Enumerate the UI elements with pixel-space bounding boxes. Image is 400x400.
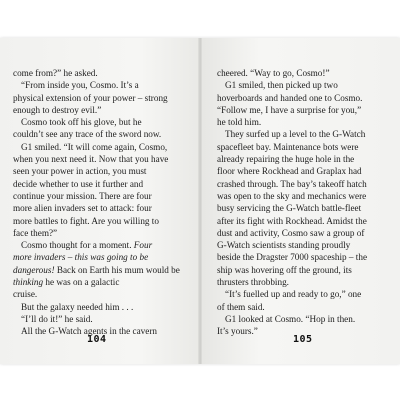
text-line-content: All the G-Watch agents in the cavern [21,326,157,337]
text-line-content: more alien invaders set to attack: four [13,203,152,214]
text-line-content: after its fight with Rockhead. Amidst the [217,215,367,226]
text-line-content: spacefleet bay. Maintenance bots were [217,141,359,152]
text-line [13,190,196,202]
text-line [217,276,397,288]
text-line-content: when you next need it. Now that you have [13,154,169,165]
text-line-content: G1 smiled, then picked up two [225,80,338,91]
text-line-content: physical extension of your power – strong [13,92,168,103]
text-line-content: “It’s fuelled up and ready to go,” one [225,289,362,300]
text-line [217,264,397,276]
text-line-content: he told him. [217,117,262,128]
text-line [13,104,196,116]
text-line [217,251,397,263]
book-gutter [198,38,202,364]
text-line [13,178,196,190]
text-line [13,92,196,104]
text-line [13,227,196,239]
text-line [217,79,397,91]
text-line [217,301,397,313]
text-line [13,165,196,177]
text-line [217,67,397,79]
text-line-content: G1 smiled. “It will come again, Cosmo, [21,141,168,152]
text-line-content: decide whether to use it further and [13,178,144,189]
page-number-left: 104 [87,334,107,345]
text-line [217,104,397,116]
text-line [217,215,397,227]
text-line-content: busy servicing the G-Watch battle-fleet [217,203,362,214]
text-line [217,116,397,128]
text-line [217,153,397,165]
text-line-content: come from?” he asked. [13,68,98,78]
text-line-content: thrusters throbbing. [217,277,289,288]
text-line [217,288,397,300]
text-line [13,301,196,313]
text-line [217,190,397,202]
text-line-content: ship was hovering off the ground, its [217,264,352,275]
text-line-content: But the galaxy needed him . . . [21,301,134,312]
text-line-content: seen your power in action, you must [13,166,147,177]
text-line [217,239,397,251]
text-line-content: was open to the sky and mechanics were [217,190,367,201]
text-line [217,227,397,239]
italic-text: more invaders – this was going to be [13,252,149,263]
left-page [0,38,200,364]
text-line-content: “Follow me, I have a surprise for you,” [217,104,362,115]
text-line [13,153,196,165]
text-line-content: They surfed up a level to the G-Watch [225,129,366,140]
right-page-text [217,67,397,338]
text-line [13,239,196,251]
text-line [13,116,196,128]
text-line [13,215,196,227]
text-line [217,128,397,140]
text-line [13,264,196,276]
text-line [13,251,196,263]
text-line-content: couldn’t see any trace of the sword now. [13,129,162,140]
right-page [200,38,400,364]
text-line-content: continue your mission. There are four [13,190,152,201]
text-line-content: G-Watch scientists standing proudly [217,240,351,251]
text-line [217,165,397,177]
text-line-content: “I’ll do it!” he said. [21,313,93,324]
text-line [217,178,397,190]
text-line-content: already repairing the huge hole in the [217,154,355,165]
text-line-content: of them said. [217,301,265,312]
page-number-right: 105 [293,334,313,345]
text-line [13,141,196,153]
text-line [13,288,196,300]
text-line-content: face them?” [13,227,58,238]
text-line-content: cruise. [13,289,38,300]
text-line-content: crashed through. The bay’s takeoff hatch [217,178,367,189]
text-line-content: beside the Dragster 7000 spaceship – the [217,252,368,263]
text-line-content: Back on Earth his mum would be [54,264,180,275]
text-line-content: dust and activity, Cosmo saw a group of [217,227,365,238]
text-line [13,313,196,325]
text-line [217,92,397,104]
text-line-content: cheered. “Way to go, Cosmo!” [217,68,330,78]
text-line-content: enough to destroy evil.” [13,104,102,115]
left-page-text [13,67,196,338]
text-line-content: G1 looked at Cosmo. “Hop in then. [225,313,356,324]
italic-text: Four [133,240,153,251]
text-line-content: floor where Rockhead and Graplax had [217,166,362,177]
text-line [217,202,397,214]
text-line [13,128,196,140]
text-line-content: he was on a galactic [43,277,120,288]
text-line [217,141,397,153]
text-line-content: more battles to fight. Are you willing to [13,215,159,226]
text-line [13,202,196,214]
text-line-content: Cosmo took off his glove, but he [21,117,142,128]
text-line [13,276,196,288]
italic-text: thinking [13,277,44,288]
text-line [13,79,196,91]
text-line-content: “From inside you, Cosmo. It’s a [21,80,139,91]
text-line [217,313,397,325]
text-line-content: hoverboards and handed one to Cosmo. [217,92,363,103]
italic-text: dangerous! [13,264,55,275]
text-line [13,67,196,79]
text-line-content: It’s yours.” [217,326,258,337]
text-line-content: Cosmo thought for a moment. [21,240,134,251]
